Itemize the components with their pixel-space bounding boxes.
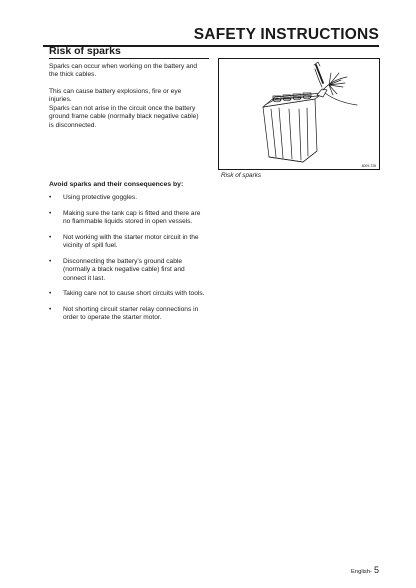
paragraph-consequences: This can cause battery explosions, fire or eye injuries. xyxy=(49,88,182,104)
paragraph-ground-cable: Sparks can not arise in the circuit once the battery ground frame cable (normally black negative cable) is disconnected. xyxy=(49,105,199,129)
list-item xyxy=(49,234,209,251)
section-heading: Risk of sparks xyxy=(49,45,121,57)
bullet-icon: • xyxy=(49,233,52,241)
list-item-text: Making sure the tank cap is fitted and there are no flammable liquids stored in open vessels. xyxy=(63,209,201,226)
list-item xyxy=(49,258,209,283)
footer-language: English- xyxy=(351,569,372,575)
list-item xyxy=(49,290,209,298)
list-item-text: Not shorting circuit starter relay connections in order to operate the starter motor. xyxy=(63,306,199,322)
bullet-icon: • xyxy=(49,194,52,201)
bullet-icon: • xyxy=(49,306,52,314)
battery-spark-icon xyxy=(219,59,381,171)
list-item-text: Using protective goggles. xyxy=(63,194,138,201)
bullet-icon: • xyxy=(49,257,52,265)
bullet-icon: • xyxy=(49,209,52,217)
bullet-icon: • xyxy=(49,290,52,298)
list-item xyxy=(49,210,209,227)
page-title: SAFETY INSTRUCTIONS xyxy=(193,26,379,43)
precaution-list xyxy=(49,194,209,330)
figure-code: 8009-728 xyxy=(361,164,376,168)
figure-frame xyxy=(218,58,380,170)
list-item-text: Disconnecting the battery’s ground cable (normally a black negative cable) first and connect it last. xyxy=(63,257,185,282)
heading-rule xyxy=(49,58,209,59)
paragraph-sparks-occur: Sparks can occur when working on the battery and the thick cables. xyxy=(49,63,198,79)
page-number: 5 xyxy=(373,565,379,575)
avoid-heading: Avoid sparks and their consequences by: xyxy=(49,181,184,188)
list-item-text: Not working with the starter motor circuit in the vicinity of spill fuel. xyxy=(63,233,199,250)
list-item xyxy=(49,306,209,323)
list-item xyxy=(49,194,209,202)
page-footer xyxy=(351,560,379,578)
figure-caption: Risk of sparks xyxy=(221,172,262,179)
list-item-text: Taking care not to cause short circuits with tools. xyxy=(63,290,205,298)
